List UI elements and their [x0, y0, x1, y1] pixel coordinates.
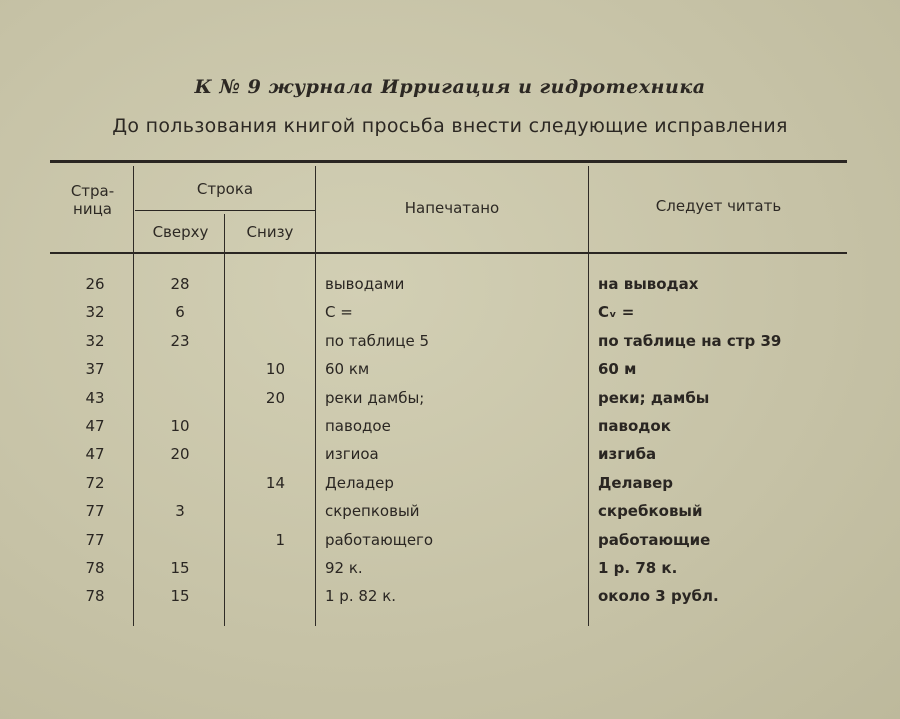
- cell-printed: изгиоа: [325, 445, 379, 463]
- cell-page: 77: [85, 502, 105, 520]
- cell-should-read: по таблице на стр 39: [598, 332, 782, 350]
- cell-should-read: работающие: [598, 531, 711, 549]
- cell-should-read: Делавер: [598, 474, 674, 492]
- cell-printed: 92 к.: [325, 559, 363, 577]
- cell-printed: C =: [325, 303, 353, 321]
- cell-from-bottom: [235, 274, 285, 294]
- cell-from-top: 15: [170, 559, 190, 577]
- cell-page: 43: [85, 389, 105, 407]
- cell-should-read: 1 р. 78 к.: [598, 559, 678, 577]
- cell-printed: работающего: [325, 531, 434, 549]
- cell-from-top: 28: [170, 275, 190, 293]
- cell-from-bottom: 1: [275, 531, 285, 549]
- cell-printed: Деладер: [325, 474, 394, 492]
- cell-page: 37: [85, 360, 105, 378]
- cell-should-read: паводок: [598, 417, 671, 435]
- row-group-divider: [135, 210, 315, 211]
- header-should-read: Следует читать: [655, 197, 782, 215]
- cell-page: 78: [85, 587, 105, 605]
- cell-printed: скрепковый: [325, 502, 420, 520]
- cell-from-bottom: 14: [265, 474, 285, 492]
- cell-from-top: 20: [170, 445, 190, 463]
- cell-page: 47: [85, 445, 105, 463]
- col-divider-1: [133, 166, 134, 626]
- cell-from-bottom: [235, 586, 285, 606]
- cell-from-top: [150, 473, 210, 493]
- header-page: Стра- ница: [70, 182, 115, 218]
- cell-printed: паводое: [325, 417, 391, 435]
- cell-page: 78: [85, 559, 105, 577]
- cell-from-top: [150, 388, 210, 408]
- cell-should-read: реки; дамбы: [598, 389, 710, 407]
- header-from-bottom: Снизу: [246, 223, 294, 241]
- cell-from-top: [150, 530, 210, 550]
- cell-should-read: около 3 рубл.: [598, 587, 719, 605]
- cell-from-bottom: 10: [265, 360, 285, 378]
- table-top-rule: [50, 160, 847, 163]
- cell-should-read: 60 м: [598, 360, 637, 378]
- col-divider-4: [588, 166, 589, 626]
- cell-page: 72: [85, 474, 105, 492]
- cell-from-top: 10: [170, 417, 190, 435]
- cell-printed: выводами: [325, 275, 405, 293]
- cell-printed: по таблице 5: [325, 332, 430, 350]
- cell-printed: реки дамбы;: [325, 389, 425, 407]
- errata-subtitle: До пользования книгой просьба внести следующие исправления: [112, 115, 788, 137]
- cell-from-bottom: [235, 444, 285, 464]
- errata-title: К № 9 журнала Ирригация и гидротехника: [194, 76, 706, 98]
- cell-page: 47: [85, 417, 105, 435]
- cell-from-top: 15: [170, 587, 190, 605]
- header-from-top: Сверху: [152, 223, 209, 241]
- cell-from-top: 23: [170, 332, 190, 350]
- cell-from-bottom: [235, 302, 285, 322]
- cell-should-read: скребковый: [598, 502, 703, 520]
- cell-from-bottom: 20: [265, 389, 285, 407]
- cell-from-bottom: [235, 416, 285, 436]
- cell-printed: 1 р. 82 к.: [325, 587, 397, 605]
- cell-should-read: изгиба: [598, 445, 657, 463]
- col-divider-3: [315, 166, 316, 626]
- cell-should-read: на выводах: [598, 275, 699, 293]
- cell-page: 32: [85, 332, 105, 350]
- cell-page: 26: [85, 275, 105, 293]
- header-row-group: Строка: [196, 180, 254, 198]
- header-bottom-rule: [50, 252, 847, 254]
- cell-from-bottom: [235, 558, 285, 578]
- cell-from-bottom: [235, 331, 285, 351]
- cell-from-bottom: [235, 501, 285, 521]
- cell-from-top: [150, 359, 210, 379]
- header-printed: Напечатано: [404, 199, 500, 217]
- cell-page: 77: [85, 531, 105, 549]
- col-divider-2: [224, 214, 225, 626]
- cell-from-top: 3: [175, 502, 185, 520]
- cell-should-read: Cᵥ =: [598, 303, 635, 321]
- cell-from-top: 6: [175, 303, 185, 321]
- cell-page: 32: [85, 303, 105, 321]
- cell-printed: 60 км: [325, 360, 370, 378]
